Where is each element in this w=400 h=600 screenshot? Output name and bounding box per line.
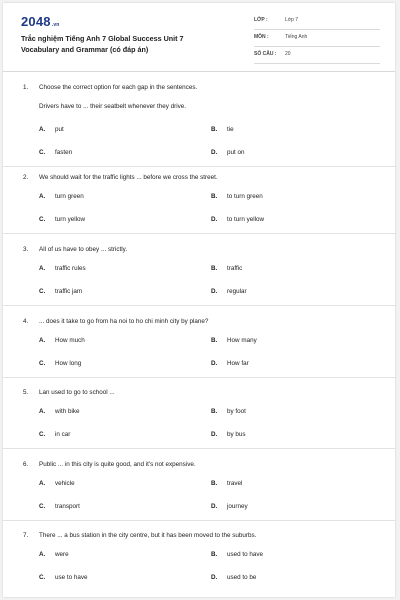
option-letter: B. xyxy=(211,551,218,558)
option-text: turn green xyxy=(55,193,84,200)
option-c[interactable] xyxy=(39,574,88,581)
option-text: travel xyxy=(227,480,243,487)
question-number: 3. xyxy=(23,246,29,253)
option-b[interactable] xyxy=(211,408,246,415)
option-letter: A. xyxy=(39,265,46,272)
option-text: traffic jam xyxy=(55,288,83,295)
option-letter: A. xyxy=(39,408,46,415)
question-number: 2. xyxy=(23,174,29,181)
title-line-1: Trắc nghiệm Tiếng Anh 7 Global Success Unit 7 xyxy=(21,34,184,43)
option-letter: D. xyxy=(211,149,218,156)
logo-main: 2048 xyxy=(21,14,51,29)
option-text: to turn green xyxy=(227,193,263,200)
option-a[interactable] xyxy=(39,265,86,272)
option-b[interactable] xyxy=(211,265,242,272)
option-letter: D. xyxy=(211,216,218,223)
option-letter: B. xyxy=(211,126,218,133)
option-text: put on xyxy=(227,149,245,156)
option-letter: D. xyxy=(211,503,218,510)
question-divider xyxy=(3,305,395,306)
header-divider xyxy=(3,71,395,72)
option-letter: A. xyxy=(39,551,46,558)
option-letter: C. xyxy=(39,574,46,581)
option-letter: A. xyxy=(39,480,46,487)
option-d[interactable] xyxy=(211,149,245,156)
question-text: All of us have to obey ... strictly. xyxy=(39,246,128,253)
option-a[interactable] xyxy=(39,480,75,487)
option-text: transport xyxy=(55,503,80,510)
worksheet-title xyxy=(21,34,241,55)
question-number: 4. xyxy=(23,318,29,325)
option-letter: C. xyxy=(39,288,46,295)
option-letter: C. xyxy=(39,360,46,367)
option-b[interactable] xyxy=(211,126,234,133)
option-c[interactable] xyxy=(39,503,80,510)
option-letter: C. xyxy=(39,503,46,510)
option-a[interactable] xyxy=(39,193,84,200)
question-text: There ... a bus station in the city centre, but it has been moved to the suburbs. xyxy=(39,532,257,539)
option-text: by bus xyxy=(227,431,246,438)
option-text: used to be xyxy=(227,574,257,581)
question-number: 1. xyxy=(23,84,29,91)
option-text: with bike xyxy=(55,408,80,415)
question-number: 6. xyxy=(23,461,29,468)
option-text: in car xyxy=(55,431,71,438)
option-letter: A. xyxy=(39,337,46,344)
option-letter: B. xyxy=(211,408,218,415)
question-divider xyxy=(3,233,395,234)
logo-suffix: .vn xyxy=(51,22,60,28)
option-text: regular xyxy=(227,288,247,295)
option-d[interactable] xyxy=(211,360,249,367)
option-text: used to have xyxy=(227,551,264,558)
meta-value: 20 xyxy=(285,51,291,57)
option-text: were xyxy=(55,551,69,558)
option-text: journey xyxy=(227,503,248,510)
question-number: 5. xyxy=(23,389,29,396)
option-d[interactable] xyxy=(211,431,246,438)
option-letter: C. xyxy=(39,149,46,156)
option-letter: D. xyxy=(211,431,218,438)
option-c[interactable] xyxy=(39,360,81,367)
option-c[interactable] xyxy=(39,288,82,295)
question-text: Lan used to go to school ... xyxy=(39,389,115,396)
worksheet-header xyxy=(3,3,395,75)
question-text: Choose the correct option for each gap in the sentences. xyxy=(39,84,198,91)
question-divider xyxy=(3,166,395,167)
question-divider xyxy=(3,520,395,521)
option-letter: D. xyxy=(211,574,218,581)
option-letter: D. xyxy=(211,360,218,367)
site-logo[interactable] xyxy=(21,14,60,29)
option-text: How many xyxy=(227,337,257,344)
question-divider xyxy=(3,377,395,378)
option-text: How long xyxy=(55,360,82,367)
option-text: vehicle xyxy=(55,480,75,487)
option-text: tie xyxy=(227,126,234,133)
meta-value: Tiếng Anh xyxy=(285,34,308,40)
option-text: turn yellow xyxy=(55,216,86,223)
option-letter: C. xyxy=(39,431,46,438)
option-letter: A. xyxy=(39,193,46,200)
question-text: Public ... in this city is quite good, and it's not expensive. xyxy=(39,461,196,468)
option-a[interactable] xyxy=(39,337,85,344)
option-letter: A. xyxy=(39,126,46,133)
option-b[interactable] xyxy=(211,480,242,487)
option-letter: B. xyxy=(211,480,218,487)
option-text: fasten xyxy=(55,149,73,156)
meta-value: Lớp 7 xyxy=(285,17,299,23)
option-text: traffic xyxy=(227,265,243,272)
worksheet-page xyxy=(3,3,395,597)
option-b[interactable] xyxy=(211,193,263,200)
option-text: use to have xyxy=(55,574,88,581)
option-d[interactable] xyxy=(211,574,256,581)
option-text: How far xyxy=(227,360,249,367)
meta-label: MÔN : xyxy=(254,34,269,40)
option-d[interactable] xyxy=(211,503,248,510)
option-letter: B. xyxy=(211,337,218,344)
option-letter: B. xyxy=(211,193,218,200)
meta-label: LỚP : xyxy=(254,17,268,23)
option-c[interactable] xyxy=(39,431,70,438)
worksheet-meta xyxy=(254,16,380,67)
meta-class xyxy=(254,16,380,30)
option-text: traffic rules xyxy=(55,265,86,272)
option-text: put xyxy=(55,126,64,133)
option-letter: B. xyxy=(211,265,218,272)
option-d[interactable] xyxy=(211,288,247,295)
title-line-2: Vocabulary and Grammar (có đáp án) xyxy=(21,44,149,54)
option-a[interactable] xyxy=(39,551,69,558)
option-a[interactable] xyxy=(39,126,64,133)
meta-label: SỐ CÂU : xyxy=(254,51,277,57)
option-text: How much xyxy=(55,337,85,344)
option-text: to turn yellow xyxy=(227,216,265,223)
question-number: 7. xyxy=(23,532,29,539)
option-letter: C. xyxy=(39,216,46,223)
meta-question-count xyxy=(254,50,380,64)
meta-subject xyxy=(254,33,380,47)
question-divider xyxy=(3,448,395,449)
option-c[interactable] xyxy=(39,149,72,156)
option-a[interactable] xyxy=(39,408,80,415)
option-c[interactable] xyxy=(39,216,85,223)
option-b[interactable] xyxy=(211,337,257,344)
option-text: by foot xyxy=(227,408,246,415)
option-d[interactable] xyxy=(211,216,264,223)
option-letter: D. xyxy=(211,288,218,295)
question-text: ... does it take to go from ha noi to ho chi minh city by plane? xyxy=(39,318,209,325)
question-sentence: Drivers have to ... their seatbelt whenever they drive. xyxy=(39,103,186,110)
question-text: We should wait for the traffic lights ... before we cross the street. xyxy=(39,174,218,181)
option-b[interactable] xyxy=(211,551,263,558)
